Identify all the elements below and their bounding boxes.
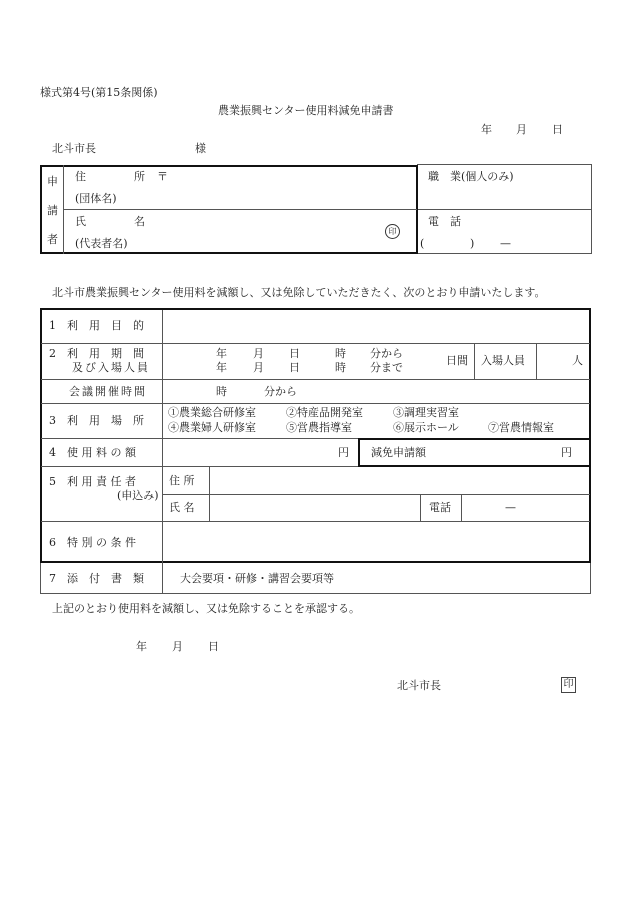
end-year: 年 bbox=[216, 361, 227, 374]
occupation-label: 職 業(個人のみ) bbox=[428, 170, 514, 183]
divider bbox=[474, 344, 475, 379]
row7-label: 7 添 付 書 類 bbox=[49, 572, 144, 585]
row3-label: 3 利 用 場 所 bbox=[49, 414, 144, 427]
room-option-2[interactable]: ②特産品開発室 bbox=[286, 406, 363, 419]
responsible-name-label: 氏 名 bbox=[169, 501, 195, 514]
date-year: 年 bbox=[481, 123, 492, 136]
date-month: 月 bbox=[516, 123, 527, 136]
org-name-field[interactable] bbox=[135, 190, 410, 206]
date-day: 日 bbox=[552, 123, 563, 136]
responsible-phone-label: 電話 bbox=[429, 501, 451, 514]
start-from: 分から bbox=[370, 347, 403, 360]
applicant-side-label-3: 者 bbox=[47, 233, 58, 246]
rep-name-field[interactable] bbox=[150, 213, 375, 249]
meeting-time-field[interactable] bbox=[165, 381, 587, 401]
start-day: 日 bbox=[289, 347, 300, 360]
phone-dash: — bbox=[500, 237, 511, 250]
name-label-1: 氏 bbox=[75, 215, 86, 228]
responsible-address-label: 住 所 bbox=[169, 474, 195, 487]
reduction-yen-unit: 円 bbox=[561, 446, 572, 459]
start-month: 月 bbox=[253, 347, 264, 360]
divider bbox=[41, 521, 590, 522]
end-hour: 時 bbox=[335, 361, 346, 374]
row6-label: 6 特 別 の 条 件 bbox=[49, 536, 136, 549]
row5-label-2: (申込み) bbox=[117, 489, 159, 502]
approval-signer: 北斗市長 bbox=[397, 679, 441, 692]
address-label-1: 住 bbox=[75, 170, 86, 183]
addressee: 北斗市長 bbox=[52, 142, 96, 155]
address-field[interactable] bbox=[175, 168, 410, 184]
period-field[interactable] bbox=[165, 345, 470, 377]
divider bbox=[536, 344, 537, 379]
divider bbox=[420, 495, 421, 521]
room-option-5[interactable]: ⑤営農指導室 bbox=[286, 421, 352, 434]
meeting-from: 分から bbox=[264, 385, 297, 398]
end-day: 日 bbox=[289, 361, 300, 374]
address-label-2: 所 bbox=[134, 170, 145, 183]
end-month: 月 bbox=[253, 361, 264, 374]
divider bbox=[162, 494, 590, 495]
rep-name-label: (代表者名) bbox=[75, 237, 128, 250]
form-number: 様式第4号(第15条関係) bbox=[40, 86, 158, 99]
divider bbox=[461, 495, 462, 521]
room-option-4[interactable]: ④農業婦人研修室 bbox=[168, 421, 256, 434]
name-label-2: 名 bbox=[134, 215, 145, 228]
approval-month: 月 bbox=[172, 640, 183, 653]
row4-label: 4 使 用 料 の 額 bbox=[49, 446, 136, 459]
row2-label-1: 2 利 用 期 間 bbox=[49, 347, 144, 360]
seal-icon: 印 bbox=[385, 224, 400, 239]
divider bbox=[41, 403, 590, 404]
divider bbox=[417, 209, 592, 210]
special-conditions-field[interactable] bbox=[165, 524, 587, 560]
occupation-field[interactable] bbox=[425, 187, 585, 205]
attachments-value: 大会要項・研修・講習会要項等 bbox=[180, 572, 334, 585]
intro-text: 北斗市農業振興センター使用料を減額し、又は免除していただきたく、次のとおり申請いたします。 bbox=[52, 286, 546, 299]
start-year: 年 bbox=[216, 347, 227, 360]
divider bbox=[209, 467, 210, 521]
row2-label-2: 及び入場人員 bbox=[72, 361, 150, 374]
divider bbox=[41, 379, 590, 380]
persons-unit: 人 bbox=[572, 354, 583, 367]
approval-year: 年 bbox=[136, 640, 147, 653]
attendees-label: 入場人員 bbox=[481, 354, 525, 367]
honorific: 様 bbox=[195, 142, 206, 155]
start-hour: 時 bbox=[335, 347, 346, 360]
attendees-field[interactable] bbox=[539, 345, 569, 377]
end-until: 分まで bbox=[370, 361, 403, 374]
approval-text: 上記のとおり使用料を減額し、又は免除することを承認する。 bbox=[52, 602, 360, 615]
divider bbox=[41, 343, 590, 344]
divider bbox=[63, 209, 417, 210]
room-option-3[interactable]: ③調理実習室 bbox=[393, 406, 459, 419]
responsible-phone-dash: — bbox=[505, 501, 516, 514]
room-option-7[interactable]: ⑦営農情報室 bbox=[488, 421, 554, 434]
applicant-side-label-1: 申 bbox=[47, 175, 58, 188]
row1-label: 1 利 用 目 的 bbox=[49, 319, 144, 332]
row5-label-1: 5 利 用 責 任 者 bbox=[49, 475, 136, 488]
page-title: 農業振興センター使用料減免申請書 bbox=[218, 104, 394, 117]
phone-label: 電 話 bbox=[428, 215, 461, 228]
phone-close-paren: ) bbox=[470, 237, 475, 250]
approval-seal-icon: 印 bbox=[561, 677, 576, 693]
org-name-label: (団体名) bbox=[75, 192, 117, 205]
days-label: 日間 bbox=[446, 354, 468, 367]
applicant-side-label-2: 請 bbox=[47, 204, 58, 217]
phone-field[interactable] bbox=[425, 232, 585, 250]
divider bbox=[162, 310, 163, 594]
approval-day: 日 bbox=[208, 640, 219, 653]
fee-yen-unit: 円 bbox=[338, 446, 349, 459]
responsible-name-field[interactable] bbox=[212, 497, 417, 519]
purpose-field[interactable] bbox=[165, 311, 587, 341]
postal-mark-icon: 〒 bbox=[157, 170, 168, 183]
responsible-address-field[interactable] bbox=[212, 469, 587, 491]
room-option-6[interactable]: ⑥展示ホール bbox=[393, 421, 459, 434]
phone-open-paren: ( bbox=[420, 237, 425, 250]
meeting-label: 会議開催時間 bbox=[69, 385, 147, 398]
reduction-label: 減免申請額 bbox=[371, 446, 426, 459]
fee-amount-field[interactable] bbox=[165, 441, 335, 463]
room-option-1[interactable]: ①農業総合研修室 bbox=[168, 406, 256, 419]
meeting-hour: 時 bbox=[216, 385, 227, 398]
reduction-amount-field[interactable] bbox=[440, 441, 555, 463]
responsible-phone-field[interactable] bbox=[464, 497, 587, 519]
